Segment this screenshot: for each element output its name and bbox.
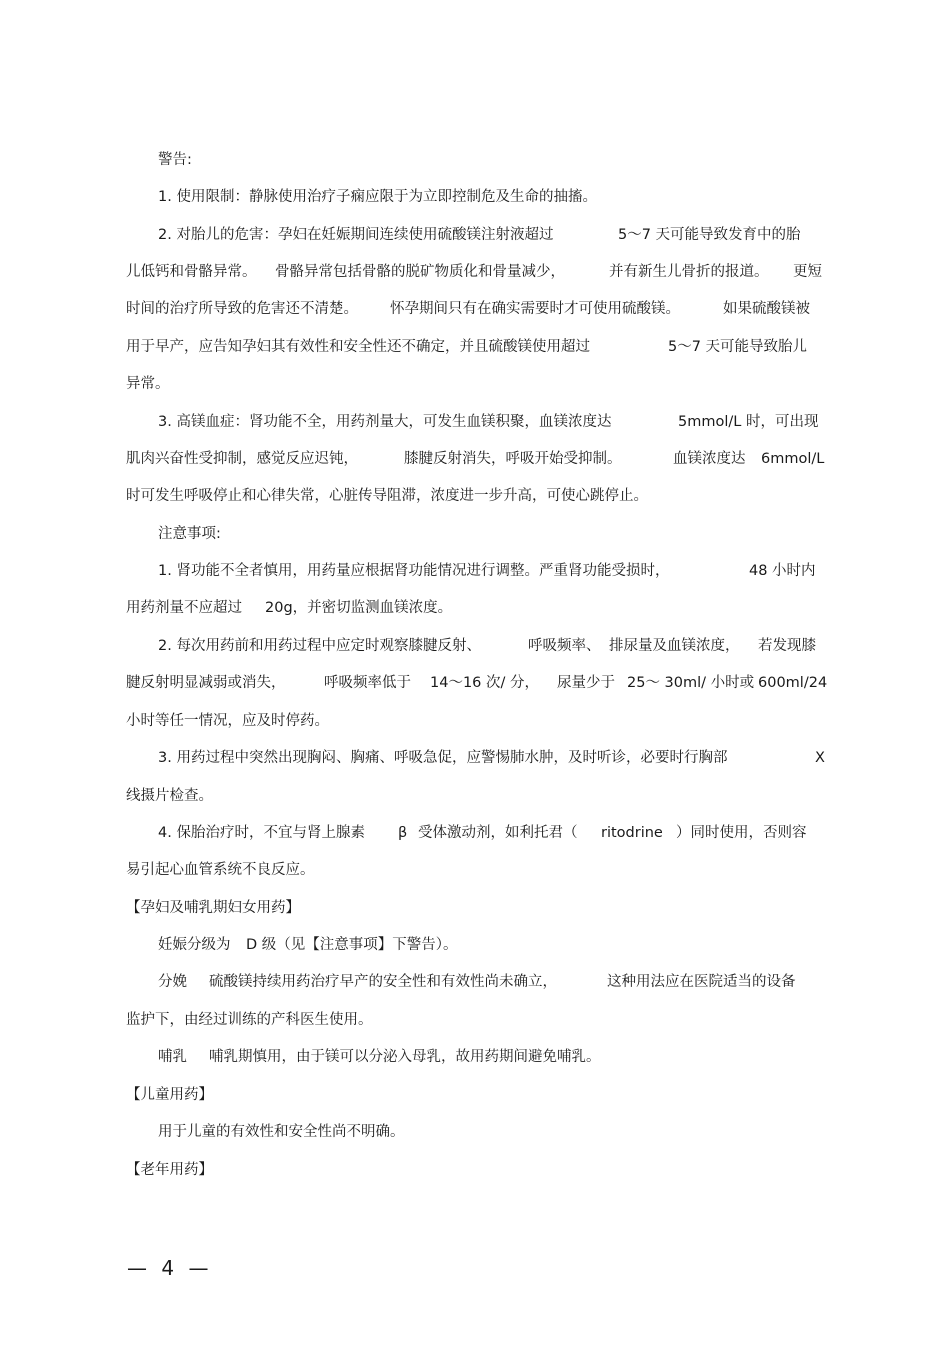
page-number: — 4 — xyxy=(127,1256,213,1280)
delivery-line-1: 分娩 硫酸镁持续用药治疗早产的安全性和有效性尚未确立， 这种用法应在医院适当的设备 xyxy=(158,974,796,990)
precaution-item-1-line-2: 用药剂量不应超过 20g，并密切监测血镁浓度。 xyxy=(126,600,453,616)
warning-item-3-line-2: 肌肉兴奋性受抑制，感觉反应迟钝， 膝腱反射消失，呼吸开始受抑制。 血镁浓度达 6mmol/L xyxy=(126,451,825,467)
delivery-line-2: 监护下，由经过训练的产科医生使用。 xyxy=(126,1012,373,1028)
warning-item-2-line-4: 用于早产，应告知孕妇其有效性和安全性还不确定，并且硫酸镁使用超过 5～7 天可能导致胎儿 xyxy=(126,339,808,355)
precaution-item-2-line-2: 腱反射明显减弱或消失， 呼吸频率低于 14～16 次/ 分， 尿量少于 25～ 30ml/ 小时或 600ml/24 xyxy=(126,675,828,691)
precaution-item-4-line-1: 4. 保胎治疗时，不宜与肾上腺素 β 受体激动剂，如利托君（ ritodrine ）同时使用，否则容 xyxy=(158,825,807,841)
precaution-item-3-line-1: 3. 用药过程中突然出现胸闷、胸痛、呼吸急促，应警惕肺水肿，及时听诊，必要时行胸部 X xyxy=(158,750,825,766)
warning-item-3-line-1: 3. 高镁血症：肾功能不全，用药剂量大，可发生血镁积聚，血镁浓度达 5mmol/L 时，可出现 xyxy=(158,414,819,430)
precaution-item-3-line-2: 线摄片检查。 xyxy=(126,788,213,804)
lactation-line: 哺乳 哺乳期慎用，由于镁可以分泌入母乳，故用药期间避免哺乳。 xyxy=(158,1049,601,1065)
warning-item-2-line-3: 时间的治疗所导致的危害还不清楚。 怀孕期间只有在确实需要时才可使用硫酸镁。 如果硫酸镁被 xyxy=(126,301,810,317)
warning-item-2-line-2: 儿低钙和骨骼异常。 骨骼异常包括骨骼的脱矿物质化和骨量减少， 并有新生儿骨折的报道。 更短 xyxy=(126,264,822,280)
children-section-text: 用于儿童的有效性和安全性尚不明确。 xyxy=(158,1124,405,1140)
warning-item-3-line-3: 时可发生呼吸停止和心律失常，心脏传导阻滞，浓度进一步升高，可使心跳停止。 xyxy=(126,488,648,504)
precaution-item-2-line-3: 小时等任一情况，应及时停药。 xyxy=(126,713,329,729)
precaution-item-2-line-1: 2. 每次用药前和用药过程中应定时观察膝腱反射、 呼吸频率、 排尿量及血镁浓度， 若发现膝 xyxy=(158,638,816,654)
children-section-heading: 【儿童用药】 xyxy=(126,1087,213,1103)
elderly-section-heading: 【老年用药】 xyxy=(126,1162,213,1178)
warning-heading: 警告: xyxy=(158,152,192,168)
precautions-heading: 注意事项: xyxy=(158,526,221,542)
pregnancy-category-line: 妊娠分级为 D 级（见【注意事项】下警告）。 xyxy=(158,937,458,953)
warning-item-1: 1. 使用限制：静脉使用治疗子痫应限于为立即控制危及生命的抽搐。 xyxy=(158,189,597,205)
precaution-item-4-line-2: 易引起心血管系统不良反应。 xyxy=(126,862,315,878)
warning-item-2-line-5: 异常。 xyxy=(126,376,170,392)
precaution-item-1-line-1: 1. 肾功能不全者慎用，用药量应根据肾功能情况进行调整。严重肾功能受损时， 48 小时内 xyxy=(158,563,816,579)
pregnancy-section-heading: 【孕妇及哺乳期妇女用药】 xyxy=(126,900,300,916)
warning-item-2-line-1: 2. 对胎儿的危害：孕妇在妊娠期间连续使用硫酸镁注射液超过 5～7 天可能导致发育中的胎 xyxy=(158,227,801,243)
